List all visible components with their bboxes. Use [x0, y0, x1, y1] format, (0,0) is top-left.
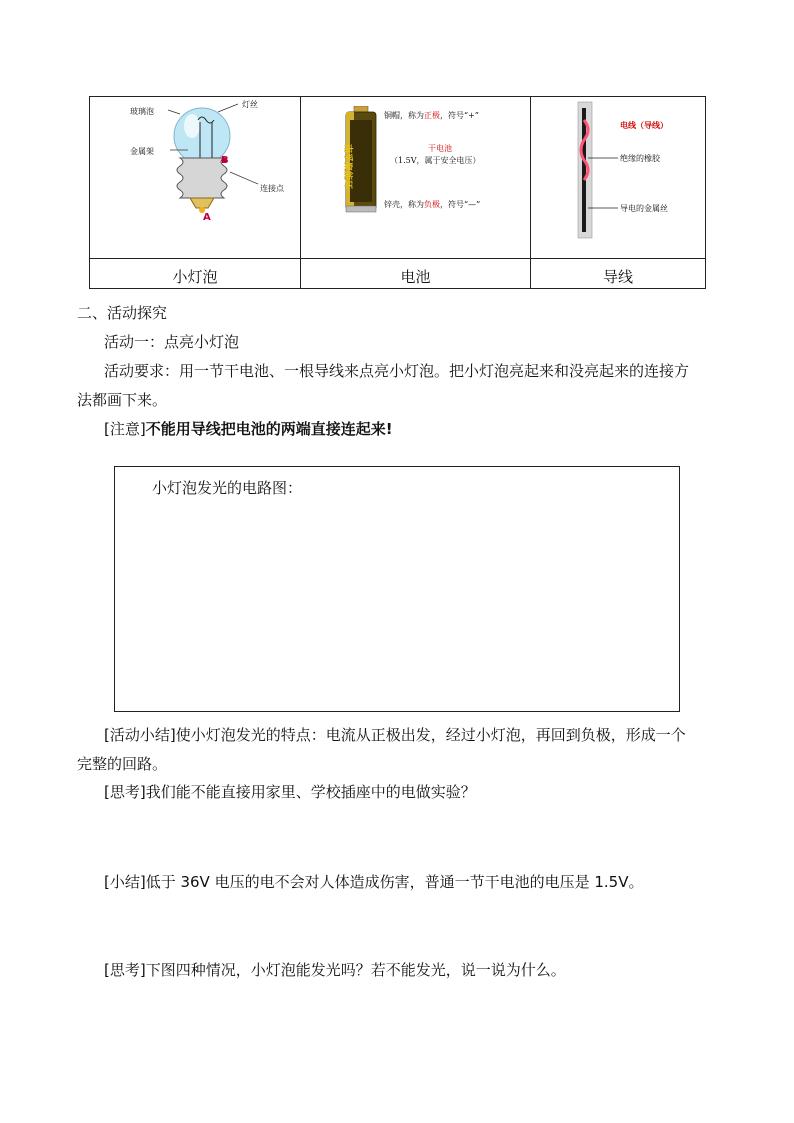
circuit-drawing-box-title: 小灯泡发光的电路图： — [152, 479, 303, 497]
bulb-illustration — [120, 100, 290, 230]
bulb-label-filament: 灯丝 — [242, 100, 258, 109]
note-bold: 不能用导线把电池的两端直接连起来! — [145, 420, 393, 438]
circuit-drawing-box[interactable] — [114, 466, 680, 712]
summary-line1: [活动小结]使小灯泡发光的特点：电流从正极出发，经过小灯泡，再回到负极，形成一个 — [104, 726, 686, 744]
section-title: 二、活动探究 — [77, 304, 168, 322]
caption-wire: 导线 — [602, 268, 633, 286]
caption-bulb: 小灯泡 — [172, 268, 218, 286]
summary-line2: 完整的回路。 — [77, 755, 168, 773]
battery-cap-text: 铜帽，称为 — [384, 111, 424, 120]
battery-shell-symbol: ，符号“—” — [440, 200, 481, 209]
think2: [思考]下图四种情况，小灯泡能发光吗？若不能发光，说一说为什么。 — [104, 961, 566, 979]
bulb-label-contact: 连接点 — [260, 184, 284, 193]
think1: [思考]我们能不能直接用家里、学校插座中的电做实验？ — [104, 783, 476, 801]
activity1-requirement-line1: 活动要求：用一节干电池、一根导线来点亮小灯泡。把小灯泡亮起来和没亮起来的连接方 — [104, 362, 690, 380]
note-prefix: [注意] — [104, 420, 146, 438]
conclusion: [小结]低于 36V 电压的电不会对人体造成伤害，普通一节干电池的电压是 1.5V。 — [104, 873, 644, 891]
wire-rubber: 绝缘的橡胶 — [620, 154, 660, 163]
activity1-title: 活动一：点亮小灯泡 — [104, 333, 240, 351]
bulb-label-glass: 玻璃泡 — [130, 107, 154, 116]
bulb-label-metal-frame: 金属架 — [130, 147, 154, 156]
battery-cap-symbol: ，符号“+” — [440, 111, 479, 120]
battery-shell-text: 锌壳，称为 — [384, 200, 424, 209]
battery-cap-pole: 正极 — [424, 111, 440, 120]
battery-cap-label — [384, 110, 479, 121]
battery-voltage: （1.5V，属于安全电压） — [390, 156, 481, 165]
battery-shell-label — [384, 199, 480, 210]
bulb-point-a: A — [203, 212, 211, 223]
battery-name: 干电池 — [428, 144, 452, 153]
wire-title: 电线（导线） — [620, 120, 668, 130]
caption-battery: 电池 — [400, 268, 431, 286]
bulb-point-b: B — [221, 155, 229, 166]
activity1-note — [104, 418, 393, 439]
battery-shell-pole: 负极 — [424, 200, 440, 209]
battery-brand: 南孚聚能环 — [342, 143, 353, 190]
activity1-requirement-line2: 法都画下来。 — [77, 391, 168, 409]
wire-metal: 导电的金属丝 — [620, 204, 668, 213]
